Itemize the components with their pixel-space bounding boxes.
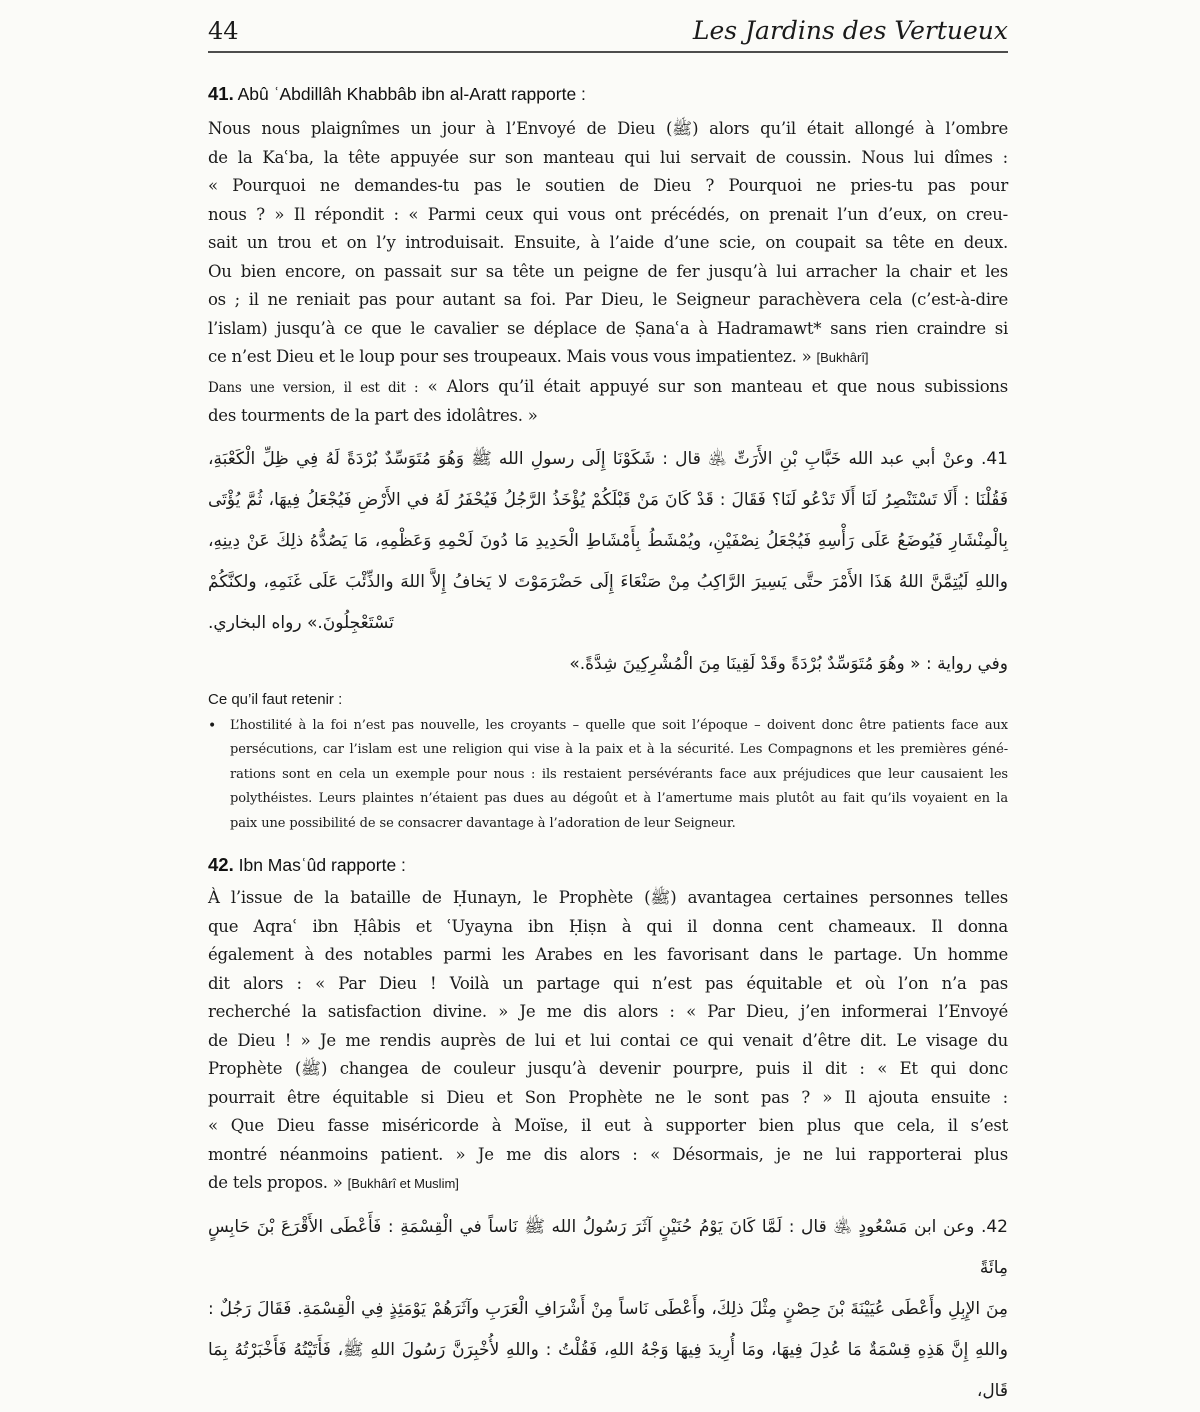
header-rule (208, 51, 1008, 53)
french-line: de Dieu ! » Je me rendis auprès de lui et lui contai ce qui venait d’être dit. Le visage du (208, 1030, 1008, 1050)
hadith-42-french-text (208, 884, 1008, 1199)
french-line: dit alors : « Par Dieu ! Voilà un partage qui n’est pas équitable et où l’on n’a pas (208, 973, 1008, 993)
version-line (208, 373, 1008, 403)
version-prefix: Dans une version, il est dit : (208, 379, 419, 396)
french-line: nous ? » Il répondit : « Parmi ceux qui vous ont précédés, on prenait l’un d’eux, on creu- (208, 204, 1008, 224)
arabic-line: فَقُلْنَا : أَلَا تَسْتَنْصِرُ لَنَا أَلَا تَدْعُو لَنَا؟ فَقَالَ : قَدْ كَانَ مَنْ قَبْلَكُمْ يُؤْخَذُ الرَّجُلُ فَيُحْفَرُ لَهُ في الأَرْضِ فَيُجْعَلُ فِيهَا، ثُمَّ يُؤْتَى (208, 489, 1008, 510)
bullet-line: paix une possibilité de se consacrer davantage à l’adoration de leur Seigneur. (230, 815, 736, 831)
page-number: 44 (208, 17, 239, 45)
page-header (208, 16, 1008, 45)
bullet-icon: • (208, 717, 217, 734)
arabic-line: مِنَ الإِبِلِ وأَعْطَى عُيَيْنَةَ بْنَ حِصْنٍ مِثْلَ ذلِكَ، وأَعْطَى نَاساً مِنْ أَشْرَافِ الْعَرَبِ وآثَرَهُمْ يَوْمَئِذٍ فِي الْقِسْمَةِ. فَقَالَ رَجُلٌ : (208, 1298, 1008, 1319)
french-line: montré néanmoins patient. » Je me dis alors : « Désormais, je ne lui rapporterai plus (208, 1144, 1008, 1164)
arabic-line: 42. وعن ابن مَسْعُودٍ ﵁ قال : لَمَّا كَانَ يَوْمُ حُنَيْنٍ آثَرَ رَسُولُ الله ﷺ نَاساً في الْقِسْمَةِ : فَأَعْطَى الأَقْرَعَ بْنَ حَابِسٍ مِائَةً (208, 1216, 1008, 1278)
hadith-41-narrator: Abû ʿAbdillâh Khabbâb ibn al-Aratt rapporte : (237, 84, 586, 104)
hadith-41-french-text (208, 115, 1008, 431)
french-line: pourrait être équitable si Dieu et Son Prophète ne le sont pas ? » Il ajouta ensuite : (208, 1087, 1008, 1107)
bullet-line: rations sont en cela un exemple pour nous : ils restaient persévérants face aux préjudices que leur causaient les (230, 766, 1008, 782)
hadith-42-arabic-text (208, 1207, 1008, 1412)
bullet-text (230, 714, 1008, 837)
bullet-line: polythéistes. Leurs plaintes n’étaient pas dues au dégoût et à l’amertume mais plutôt au fait qu’ils voyaient en la (230, 791, 1008, 806)
bullet-line: persécutions, car l’islam est une religion qui vise à la paix et à la sécurité. Les Compagnons et les premières géné- (230, 742, 1008, 757)
french-line: recherché la satisfaction divine. » Je me dis alors : « Par Dieu, j’en informerai l’Envoyé (208, 1002, 1008, 1021)
hadith-42-heading (208, 854, 1008, 876)
french-line: que Aqraʿ ibn Ḥâbis et ʿUyayna ibn Ḥiṣn à qui il donna cent chameaux. Il donna (208, 916, 1008, 936)
french-line: de la Kaʿba, la tête appuyée sur son manteau qui lui servait de coussin. Nous lui dîmes : (208, 147, 1008, 167)
french-line: À l’issue de la bataille de Ḥunayn, le Prophète (ﷺ) avantagea certaines personnes telles (208, 888, 1009, 907)
french-line: os ; il ne reniait pas pour autant sa foi. Par Dieu, le Seigneur parachèvera cela (c’est-à-dire (208, 290, 1008, 309)
version-text: « Alors qu’il était appuyé sur son manteau et que nous subissions (427, 376, 1008, 396)
arabic-line: بِالْمِنْشَارِ فَيُوضَعُ عَلَى رَأْسِهِ فَيُجْعَلُ نِصْفَيْنِ، ويُمْشَطُ بِأَمْشَاطِ الْحَدِيدِ مَا دُونَ لَحْمِهِ وَعَظْمِهِ، مَا يَصُدُّهُ ذلِكَ عَنْ دِينِهِ، (208, 530, 1008, 551)
hadith-42-number: 42. (208, 854, 234, 875)
key-points-bullet (208, 714, 1008, 837)
french-line (208, 343, 1008, 373)
hadith-42-narrator: Ibn Masʿûd rapporte : (238, 855, 406, 875)
french-line (208, 1169, 1008, 1199)
french-line: également à des notables parmi les Arabes en les favorisant dans le partage. Un homme (208, 945, 1008, 964)
arabic-line: واللهِ لَيُتِمَّنَّ اللهُ هَذَا الأَمْرَ حتَّى يَسِيرَ الرَّاكِبُ مِنْ صَنْعَاءَ إِلَى حَضْرَمَوْتَ لا يَخافُ إِلاَّ اللهَ والذِّئْبَ عَلَى غَنَمِهِ، ولكنَّكُمْ (208, 571, 1008, 592)
french-line-text: de tels propos. » (208, 1173, 343, 1192)
french-line: Prophète (ﷺ) changea de couleur jusqu’à devenir pourpre, puis il dit : « Et qui donc (208, 1059, 1008, 1078)
french-line: sait un trou et on l’y introduisait. Ensuite, à l’aide d’une scie, on coupait sa tête en deux. (208, 233, 1008, 252)
bullet-line: L’hostilité à la foi n’est pas nouvelle, les croyants – quelle que soit l’époque – doivent donc être patients face aux (230, 717, 1008, 733)
source-reference: [Bukhârî et Muslim] (347, 1176, 459, 1191)
key-points-label: Ce qu’il faut retenir : (208, 690, 343, 708)
french-line: Nous nous plaignîmes un jour à l’Envoyé de Dieu (ﷺ) alors qu’il était allongé à l’ombre (208, 119, 1008, 138)
arabic-line: 41. وعنْ أبي عبد الله خَبَّابِ بْنِ الأَرَتِّ ﵁ قال : شَكَوْنَا إِلَى رسولِ الله ﷺ وَهُوَ مُتَوَسِّدٌ بُرْدَةً لَهُ فِي ظِلِّ الْكَعْبَةِ، (208, 448, 1008, 469)
book-title: Les Jardins des Vertueux (692, 16, 1008, 45)
hadith-41-heading (208, 83, 1008, 105)
hadith-41-number: 41. (208, 83, 234, 104)
french-line: « Que Dieu fasse miséricorde à Moïse, il eut à supporter bien plus que cela, il s’est (208, 1116, 1008, 1135)
french-line: « Pourquoi ne demandes-tu pas le soutien de Dieu ? Pourquoi ne pries-tu pas pour (208, 176, 1008, 195)
french-line: l’islam) jusqu’à ce que le cavalier se déplace de Ṣanaʿa à Hadramawt* sans rien craindre si (208, 318, 1008, 338)
arabic-version-line: وفي رواية : « وهُوَ مُتَوَسِّدٌ بُرْدَةً وقَدْ لَقِينَا مِنَ الْمُشْرِكِينَ شِدَّةً.» (569, 653, 1008, 674)
version-line: des tourments de la part des idolâtres. » (208, 406, 538, 425)
french-line-text: ce n’est Dieu et le loup pour ses troupeaux. Mais vous vous impatientez. » (208, 347, 812, 366)
french-line: Ou bien encore, on passait sur sa tête un peigne de fer jusqu’à lui arracher la chair et les (208, 261, 1008, 281)
source-reference: [Bukhârî] (816, 350, 869, 365)
hadith-41-arabic-text (208, 439, 1008, 685)
arabic-line: واللهِ إِنَّ هَذِهِ قِسْمَةٌ مَا عُدِلَ فِيهَا، ومَا أُرِيدَ فِيهَا وَجْهُ اللهِ، فَقُلْتُ : واللهِ لأُخْبِرَنَّ رَسُولَ اللهِ ﷺ، فَأَتَيْتُهُ فَأَخْبَرْتُهُ بِمَا قَال، (208, 1339, 1008, 1401)
arabic-line: تَسْتَعْجِلُونَ.» رواه البخاري. (208, 612, 394, 633)
